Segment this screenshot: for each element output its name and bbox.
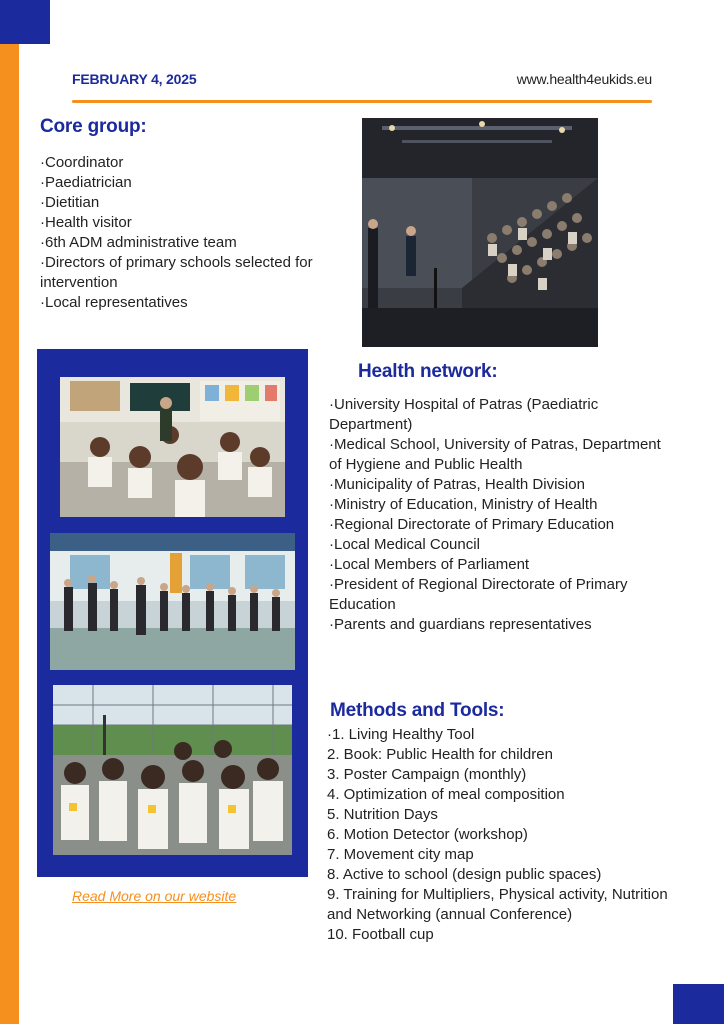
top-left-decor-block	[0, 0, 50, 44]
classroom-photo	[60, 377, 285, 517]
list-item: ·Parents and guardians representatives	[329, 616, 592, 633]
methods-tools-list	[327, 725, 687, 945]
list-item: ·Medical School, University of Patras, Department of Hygiene and Public Health	[329, 436, 661, 473]
list-item: 6. Motion Detector (workshop)	[327, 826, 528, 843]
list-item: 9. Training for Multipliers, Physical activity, Nutrition and Networking (annual Conference)	[327, 886, 668, 923]
list-item: 4. Optimization of meal composition	[327, 786, 565, 803]
list-item: 7. Movement city map	[327, 846, 474, 863]
list-item: 10. Football cup	[327, 926, 434, 943]
list-item: ·Health visitor	[40, 214, 132, 231]
list-item: ·Local Members of Parliament	[329, 556, 530, 573]
school-hall-photo	[50, 533, 295, 670]
methods-tools-heading: Methods and Tools:	[330, 700, 505, 721]
list-item: ·Dietitian	[40, 194, 100, 211]
website-label: www.health4eukids.eu	[516, 71, 652, 87]
read-more-link[interactable]: Read More on our website	[72, 888, 237, 904]
list-item: ·Local representatives	[40, 294, 188, 311]
core-group-heading: Core group:	[40, 116, 147, 137]
list-item: ·6th ADM administrative team	[40, 234, 237, 251]
core-group-list	[40, 153, 350, 313]
health-network-heading: Health network:	[358, 361, 498, 382]
list-item: ·Directors of primary schools selected for intervention	[40, 254, 313, 291]
list-item: ·Coordinator	[40, 154, 124, 171]
list-item: ·Paediatrician	[40, 174, 132, 191]
list-item: ·Ministry of Education, Ministry of Health	[329, 496, 598, 513]
header-divider	[72, 100, 652, 103]
list-item: ·President of Regional Directorate of Primary Education	[329, 576, 628, 613]
list-item: ·University Hospital of Patras (Paediatric Department)	[329, 396, 599, 433]
list-item: 2. Book: Public Health for children	[327, 746, 553, 763]
date-label: FEBRUARY 4, 2025	[72, 71, 197, 87]
conference-photo	[362, 118, 598, 347]
health-network-list	[329, 395, 669, 635]
list-item: ·1. Living Healthy Tool	[327, 726, 475, 743]
left-accent-bar	[0, 0, 19, 1024]
list-item: ·Municipality of Patras, Health Division	[329, 476, 585, 493]
list-item: ·Regional Directorate of Primary Education	[329, 516, 615, 533]
list-item: 8. Active to school (design public spaces)	[327, 866, 602, 883]
list-item: ·Local Medical Council	[329, 536, 480, 553]
list-item: 5. Nutrition Days	[327, 806, 438, 823]
football-pitch-photo	[53, 685, 292, 855]
list-item: 3. Poster Campaign (monthly)	[327, 766, 527, 783]
bottom-right-decor-block	[673, 984, 724, 1024]
